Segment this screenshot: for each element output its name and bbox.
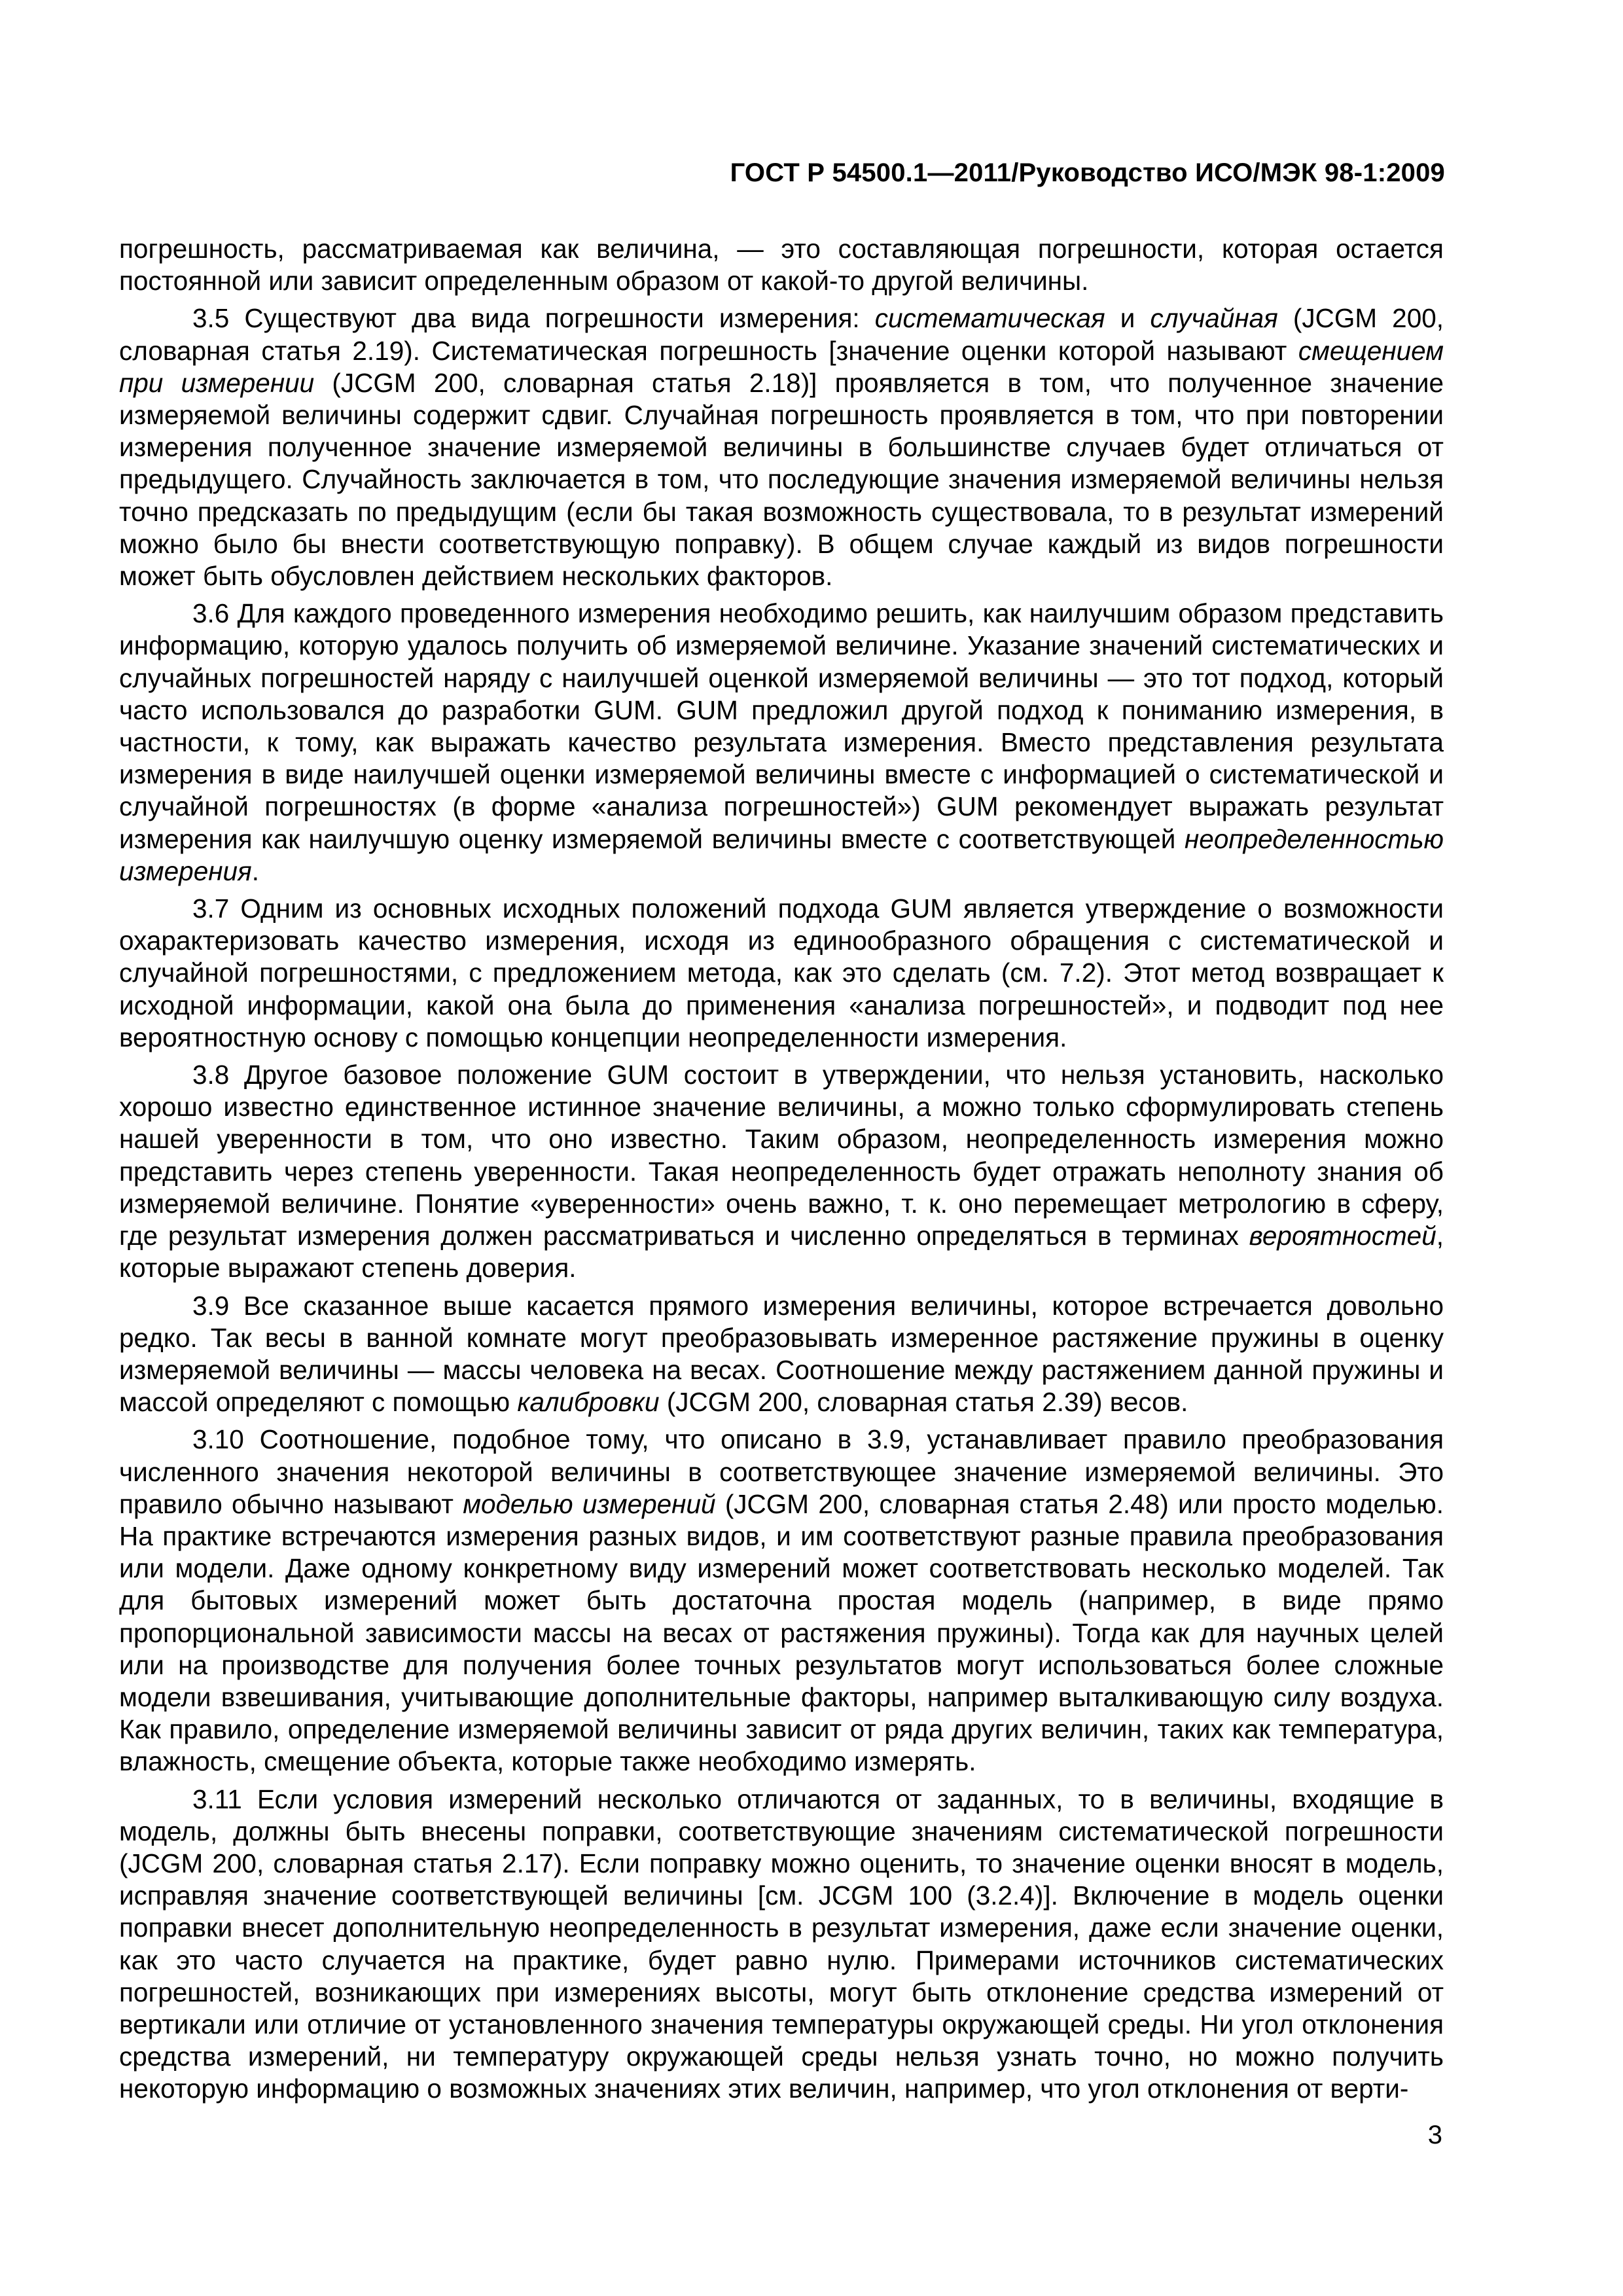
paragraph (119, 893, 1444, 1054)
italic-term: моделью измерений (463, 1488, 716, 1519)
text-segment: 3.10 Соотношение, подобное тому, что описано в 3.9, устанавливает правило преобразования численного значения некоторой величины в соответствующее значение измеряемой величины. Это правило обычно называют (119, 1424, 1444, 1519)
paragraph (119, 1784, 1444, 2106)
italic-term: случайная (1150, 303, 1278, 334)
paragraph (119, 1059, 1444, 1284)
text-segment: погрешность, рассматриваемая как величина, — это составляющая погрешности, которая остается постоянной или зависит определенным образом от какой-то другой величины. (119, 234, 1444, 296)
paragraph-continuation (119, 233, 1444, 297)
text-segment: и (1105, 303, 1150, 334)
italic-term: вероятностей (1249, 1221, 1436, 1251)
text-segment: (JCGM 200, словарная статья 2.48) или просто моделью. На практике встречаются измерения разных видов, и им соответствуют разные правила преобразования или модели. Даже одному конкретному виду измерений может соответствовать несколько моделей. Так для бытовых измерений может быть достаточна простая модель (например, в виде прямо пропорциональной зависимости массы на весах от растяжения пружины). Тогда как для научных целей или на производстве для получения более точных результатов могут использоваться более сложные модели взвешивания, учитывающие дополнительные факторы, например выталкивающую силу воздуха. Как правило, определение измеряемой величины зависит от ряда других величин, таких как температура, влажность, смещение объекта, которые также необходимо измерять. (119, 1488, 1444, 1777)
text-segment: 3.9 Все сказанное выше касается прямого измерения величины, которое встречается довольно редко. Так весы в ванной комнате могут преобразовывать измеренное растяжение пружины в оценку измеряемой величины — массы человека на весах. Соотношение между растяжением данной пружины и массой определяют с помощью (119, 1290, 1444, 1418)
paragraph (119, 1290, 1444, 1419)
italic-term: систематическая (874, 303, 1105, 334)
paragraph (119, 598, 1444, 888)
paragraph (119, 1424, 1444, 1778)
body-text (119, 233, 1444, 2106)
text-segment: 3.7 Одним из основных исходных положений подхода GUM является утверждение о возможности охарактеризовать качество измерения, исходя из единообразного обращения с систематической и случайной погрешностями, с предложением метода, как это сделать (см. 7.2). Этот метод возвращает к исходной информации, какой она была до применения «анализа погрешностей», и подводит под нее вероятностную основу с помощью концепции неопределенности измерения. (119, 893, 1444, 1052)
italic-term: калибровки (517, 1387, 660, 1418)
paragraph (119, 302, 1444, 592)
text-segment: , которые выражают степень доверия. (119, 1221, 1444, 1283)
text-segment: 3.11 Если условия измерений несколько отличаются от заданных, то в величины, входящие в модель, должны быть внесены поправки, соответствующие значениям систематической погрешности (JCGM 200, словарная статья 2.17). Если поправку можно оценить, то значение оценки вносят в модель, исправляя значение соответствующей величины [см. JCGM 100 (3.2.4)]. Включение в модель оценки поправки внесет дополнительную неопределенность в результат измерения, даже если значение оценки, как это часто случается на практике, будет равно нулю. Примерами источников систематических погрешностей, возникающих при измерениях высоты, могут быть отклонение средства измерений от вертикали или отличие от установленного значения температуры окружающей среды. Ни угол отклонения средства измерений, ни температуру окружающей среды нельзя узнать точно, но можно получить некоторую информацию о возможных значениях этих величин, например, что угол отклонения от верти- (119, 1784, 1444, 2104)
page-number: 3 (1427, 2121, 1442, 2149)
italic-term: неопределенностью измерения (119, 823, 1444, 886)
text-segment: 3.5 Существуют два вида погрешности измерения: (192, 303, 875, 334)
text-segment: (JCGM 200, словарная статья 2.18)] проявляется в том, что полученное значение измеряемой величины содержит сдвиг. Случайная погрешность проявляется в том, что при повторении измерения полученное значение измеряемой величины в большинстве случаев будет отличаться от предыдущего. Случайность заключается в том, что последующие значения измеряемой величины нельзя точно предсказать по предыдущим (если бы такая возможность существовала, то в результат измерений можно было бы внести соответствующую поправку). В общем случае каждый из видов погрешности может быть обусловлен действием нескольких факторов. (119, 367, 1444, 592)
text-segment: 3.6 Для каждого проведенного измерения необходимо решить, как наилучшим образом представить информацию, которую удалось получить об измеряемой величине. Указание значений систематических и случайных погрешностей наряду с наилучшей оценкой измеряемой величины — это тот подход, который часто использовался до разработки GUM. GUM предложил другой подход к пониманию измерения, в частности, к тому, как выражать качество результата измерения. Вместо представления результата измерения в виде наилучшей оценки измеряемой величины вместе с информацией о систематической и случайной погрешностях (в форме «анализа погрешностей») GUM рекомендует выражать результат измерения как наилучшую оценку измеряемой величины вместе с соответствующей (119, 598, 1444, 854)
text-segment: . (251, 855, 259, 886)
text-segment: (JCGM 200, словарная статья 2.19). Систематическая погрешность [значение оценки которой называют (119, 303, 1444, 366)
italic-term: смещением при измерении (119, 335, 1444, 398)
text-segment: 3.8 Другое базовое положение GUM состоит в утверждении, что нельзя установить, насколько хорошо известно единственное истинное значение величины, а можно только сформулировать степень нашей уверенности в том, что оно известно. Таким образом, неопределенность измерения можно представить через степень уверенности. Такая неопределенность будет отражать неполноту знания об измеряемой величине. Понятие «уверенности» очень важно, т. к. оно перемещает метрологию в сферу, где результат измерения должен рассматриваться и численно определяться в терминах (119, 1060, 1444, 1251)
page-header: ГОСТ Р 54500.1—2011/Руководство ИСО/МЭК 98-1:2009 (730, 158, 1445, 187)
text-segment: (JCGM 200, словарная статья 2.39) весов. (659, 1387, 1188, 1418)
